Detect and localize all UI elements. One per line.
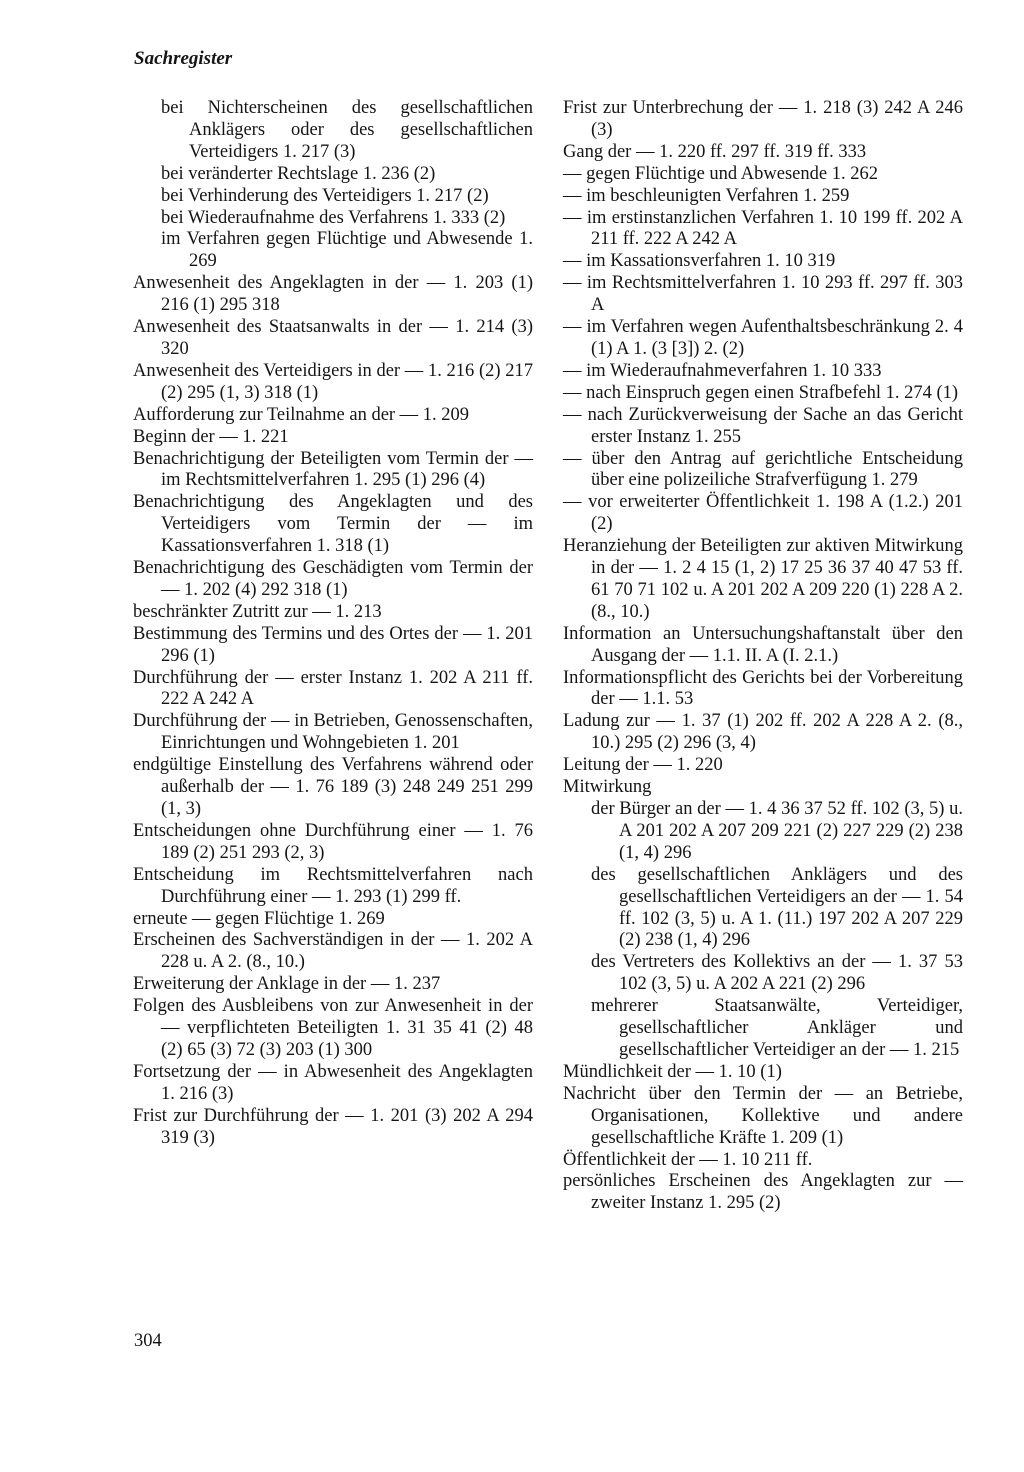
index-entry: Öffentlichkeit der — 1. 10 211 ff. (563, 1149, 813, 1170)
index-entry: Beginn der — 1. 221 (133, 426, 289, 447)
index-entry: — nach Zurückverweisung der Sache an das Gericht erster Instanz 1. 255 (563, 404, 963, 447)
index-entry: Benachrichtigung des Angeklagten und des Verteidigers vom Termin der — im Kassationsverfahren 1. 318 (1) (133, 492, 533, 557)
index-entry: Information an Untersuchungshaftanstalt über den Ausgang der — 1.1. II. A (I. 2.1.) (563, 623, 963, 666)
index-entry: — über den Antrag auf gerichtliche Entscheidung über eine polizeiliche Strafverfügung 1. 279 (563, 448, 963, 491)
index-entry: — nach Einspruch gegen einen Strafbefehl 1. 274 (1) (563, 382, 959, 403)
index-entry: Nachricht über den Termin der — an Betriebe, Organisationen, Kollektive und andere gesellschaftliche Kräfte 1. 209 (1) (563, 1083, 963, 1148)
index-entry: Anwesenheit des Staatsanwalts in der — 1. 214 (3) 320 (133, 317, 533, 359)
index-entry: bei Nichterscheinen des gesellschaftlichen Anklägers oder des gesellschaftlichen Verteidigers 1. 217 (3) (161, 98, 533, 162)
index-entry: im Verfahren gegen Flüchtige und Abwesende 1. 269 (161, 229, 533, 272)
index-entry: — im Kassationsverfahren 1. 10 319 (563, 251, 836, 272)
index-entry: — im erstinstanzlichen Verfahren 1. 10 199 ff. 202 A 211 ff. 222 A 242 A (563, 207, 963, 250)
index-entry: Heranziehung der Beteiligten zur aktiven Mitwirkung in der — 1. 2 4 15 (1, 2) 17 25 36 37 40 47 53 ff. 61 70 71 102 u. A 201 202 A 209 220 (1) 228 A 2. (8., 10.) (563, 536, 963, 622)
index-entry: des gesellschaftlichen Anklägers und des gesellschaftlichen Verteidigers an der — 1. 54 ff. 102 (3, 5) u. A 1. (11.) 197 202 A 207 229 (2) 238 (1, 4) 296 (591, 864, 963, 951)
index-entry: bei veränderter Rechtslage 1. 236 (2) (161, 163, 436, 184)
index-entry: Durchführung der — in Betrieben, Genossenschaften, Einrichtungen und Wohngebieten 1. 201 (133, 711, 533, 754)
index-entry: — im beschleunigten Verfahren 1. 259 (563, 185, 850, 206)
index-entry: des Vertreters des Kollektivs an der — 1. 37 53 102 (3, 5) u. A 202 A 221 (2) 296 (591, 952, 963, 995)
index-entry: Entscheidungen ohne Durchführung einer — 1. 76 189 (2) 251 293 (2, 3) (133, 820, 533, 863)
index-entry: Erscheinen des Sachverständigen in der — 1. 202 A 228 u. A 2. (8., 10.) (133, 930, 533, 973)
index-column-right (563, 98, 963, 1215)
index-column-left (133, 98, 533, 1150)
index-entry: Anwesenheit des Verteidigers in der — 1. 216 (2) 217 (2) 295 (1, 3) 318 (1) (133, 360, 533, 403)
index-entry: Benachrichtigung der Beteiligten vom Termin der — im Rechtsmittelverfahren 1. 295 (1) 296 (4) (133, 448, 533, 491)
index-entry: Benachrichtigung des Geschädigten vom Termin der — 1. 202 (4) 292 318 (1) (133, 558, 533, 600)
index-entry: Anwesenheit des Angeklagten in der — 1. 203 (1) 216 (1) 295 318 (133, 273, 533, 316)
index-entry: mehrerer Staatsanwälte, Verteidiger, gesellschaftlicher Ankläger und gesellschaftlicher Verteidiger an der — 1. 215 (591, 996, 963, 1060)
index-entry: endgültige Einstellung des Verfahrens während oder außerhalb der — 1. 76 189 (3) 248 249 251 299 (1, 3) (133, 755, 533, 819)
index-entry: Mündlichkeit der — 1. 10 (1) (563, 1061, 782, 1082)
index-entry: Frist zur Durchführung der — 1. 201 (3) 202 A 294 319 (3) (133, 1105, 533, 1148)
index-entry: beschränkter Zutritt zur — 1. 213 (133, 601, 382, 622)
index-entry: Gang der — 1. 220 ff. 297 ff. 319 ff. 333 (563, 141, 867, 162)
index-entry: Mitwirkung (563, 777, 652, 798)
page-number: 304 (134, 1331, 162, 1351)
index-entry: Ladung zur — 1. 37 (1) 202 ff. 202 A 228 A 2. (8., 10.) 295 (2) 296 (3, 4) (563, 711, 963, 754)
index-entry: Leitung der — 1. 220 (563, 755, 723, 776)
index-entry: Informationspflicht des Gerichts bei der Vorbereitung der — 1.1. 53 (563, 667, 963, 710)
index-entry: — im Wiederaufnahmeverfahren 1. 10 333 (563, 360, 882, 381)
index-entry: bei Verhinderung des Verteidigers 1. 217 (2) (161, 185, 489, 206)
index-entry: Bestimmung des Termins und des Ortes der — 1. 201 296 (1) (133, 623, 533, 666)
index-entry: Fortsetzung der — in Abwesenheit des Angeklagten 1. 216 (3) (133, 1061, 533, 1104)
index-entry: — im Verfahren wegen Aufenthaltsbeschränkung 2. 4 (1) A 1. (3 [3]) 2. (2) (563, 317, 963, 359)
index-entry: erneute — gegen Flüchtige 1. 269 (133, 908, 385, 929)
index-entry: persönliches Erscheinen des Angeklagten zur — zweiter Instanz 1. 295 (2) (563, 1171, 963, 1214)
index-entry: Folgen des Ausbleibens von zur Anwesenheit in der — verpflichteten Beteiligten 1. 31 35 41 (2) 48 (2) 65 (3) 72 (3) 203 (1) 300 (133, 996, 533, 1060)
index-entry: Durchführung der — erster Instanz 1. 202 A 211 ff. 222 A 242 A (133, 667, 533, 710)
page-header: Sachregister (134, 48, 233, 69)
index-entry: Aufforderung zur Teilnahme an der — 1. 209 (133, 404, 470, 425)
index-entry: — im Rechtsmittelverfahren 1. 10 293 ff. 297 ff. 303 A (563, 273, 963, 316)
index-entry: der Bürger an der — 1. 4 36 37 52 ff. 102 (3, 5) u. A 201 202 A 207 209 221 (2) 227 229 (2) 238 (1, 4) 296 (591, 799, 963, 863)
index-entry: bei Wiederaufnahme des Verfahrens 1. 333 (2) (161, 207, 506, 228)
index-entry: — gegen Flüchtige und Abwesende 1. 262 (563, 163, 878, 184)
index-entry: — vor erweiterter Öffentlichkeit 1. 198 A (1.2.) 201 (2) (563, 492, 963, 535)
index-entry: Entscheidung im Rechtsmittelverfahren nach Durchführung einer — 1. 293 (1) 299 ff. (133, 864, 533, 907)
index-entry: Frist zur Unterbrechung der — 1. 218 (3) 242 A 246 (3) (563, 98, 963, 140)
index-entry: Erweiterung der Anklage in der — 1. 237 (133, 974, 441, 995)
